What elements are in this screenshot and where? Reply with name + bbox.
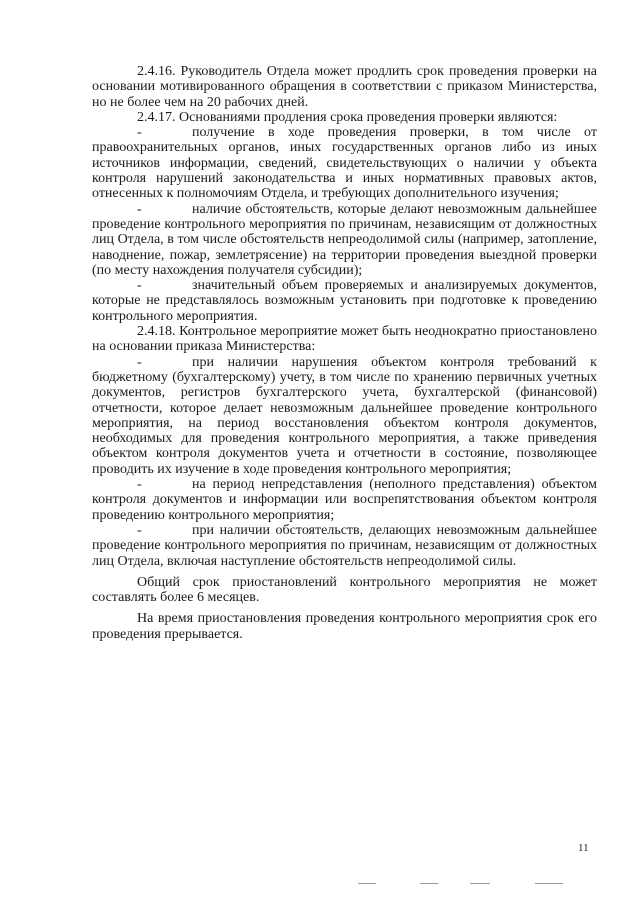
dash-marker: - [137,201,142,217]
document-body [92,64,597,642]
list-item-text: на период непредставления (неполного представления) объектом контроля документов и информации или воспрепятствования объектом контроля проведению контрольного мероприятия; [92,477,597,523]
paragraph-interruption: На время приостановления проведения контрольного мероприятия срок его проведения прерывается. [92,611,597,642]
dash-marker: - [137,125,142,141]
list-item [92,278,597,324]
dash-marker: - [137,354,142,370]
list-item [92,125,597,201]
paragraph-2-4-16: 2.4.16. Руководитель Отдела может продлить срок проведения проверки на основании мотивированного обращения в соответствии с приказом Министерства, но не более чем на 20 рабочих дней. [92,64,597,110]
scan-artifact-line [470,883,490,884]
scan-artifact-line [420,883,438,884]
dash-marker: - [137,278,142,294]
list-item-text: получение в ходе проведения проверки, в том числе от правоохранительных органов, иных государственных органов либо из иных источников информации, сведений, свидетельствующих о наличии у объекта контроля нарушений законодательства и иных нормативных правовых актов, отнесенных к полномочиям Отдела, и требующих дополнительного изучения; [92,125,597,202]
list-item-text: наличие обстоятельств, которые делают невозможным дальнейшее проведение контрольного мероприятия по причинам, независящим от должностных лиц Отдела, в том числе обстоятельств непреодолимой силы (например, затопление, наводнение, пожар, землетрясение) на территории проведения выездной проверки (по месту нахождения получателя субсидии); [92,201,597,278]
list-item-text: при наличии нарушения объектом контроля требований к бюджетному (бухгалтерскому) учету, в том числе по хранению первичных учетных документов, регистров бухгалтерского учета, бухгалтерской (финансовой) отчетности, которое делает невозможным дальнейшее проведение контрольного мероприятия, на период восстановления объектом контроля документов, необходимых для проведения контрольного мероприятия, а также приведения объектом контроля документов учета и отчетности в состояние, позволяющее проводить их изучение в ходе проведения контрольного мероприятия; [92,354,597,477]
list-item-text: при наличии обстоятельств, делающих невозможным дальнейшее проведение контрольного мероприятия по причинам, независящим от должностных лиц Отдела, включая наступление обстоятельств непреодолимой силы. [92,522,597,569]
paragraph-2-4-17: 2.4.17. Основаниями продления срока проведения проверки являются: [137,109,558,125]
dash-marker: - [137,522,142,538]
page-number: 11 [578,842,589,854]
paragraph-2-4-18: 2.4.18. Контрольное мероприятие может быть неоднократно приостановлено на основании приказа Министерства: [92,324,597,355]
list-item [92,477,597,523]
list-item-text: значительный объем проверяемых и анализируемых документов, которые не представлялось возможным установить при подготовке к проведению контрольного мероприятия. [92,278,597,324]
scan-artifact-line [535,883,563,884]
scan-artifact-line [358,883,376,884]
paragraph-total-term: Общий срок приостановлений контрольного мероприятия не может составлять более 6 месяцев. [92,574,597,606]
list-item [92,523,597,569]
list-item [92,355,597,477]
list-item [92,202,597,278]
dash-marker: - [137,477,142,493]
